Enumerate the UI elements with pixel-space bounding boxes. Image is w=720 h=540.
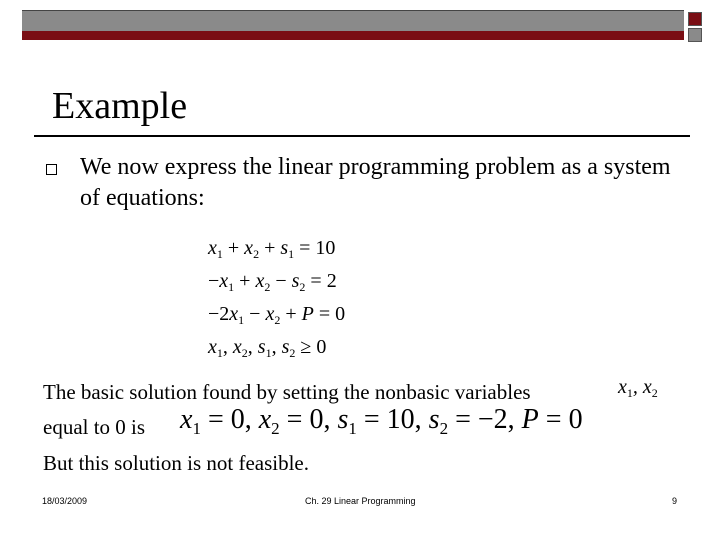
header-band xyxy=(22,10,684,40)
bullet-text: We now express the linear programming problem as a system of equations: xyxy=(80,154,671,211)
corner-square-red xyxy=(688,12,702,26)
text-line-1: The basic solution found by setting the nonbasic variables xyxy=(43,380,531,404)
equation-1: $x_1 + x_2 + s_1 = 10$ xyxy=(208,237,336,261)
corner-square-grey xyxy=(688,28,702,42)
footer-course: Ch. 29 Linear Programming xyxy=(305,496,416,506)
basic-solution: $x_1 = 0$, $x_2 = 0$, $s_1 = 10$, $s_2 = -2$, P = 0 xyxy=(180,404,583,438)
corner-decoration xyxy=(688,12,704,42)
footer-date: 18/03/2009 xyxy=(42,496,88,506)
text-line-3: But this solution is not feasible. xyxy=(43,451,309,475)
footer-page-number: 9 xyxy=(672,496,678,506)
header-band-red xyxy=(22,31,684,40)
slide-title: Example xyxy=(52,85,188,127)
text-line-2: equal to 0 is xyxy=(43,415,146,439)
equation-4: $x_1$, $x_2$, $s_1$, $s_2 \ge 0$ xyxy=(208,336,327,360)
nonbasic-variables: $x_1$, $x_2$ xyxy=(618,376,658,400)
equation-3: $-2x_1 - x_2 + P = 0$ xyxy=(208,303,346,327)
header-band-grey xyxy=(22,10,684,31)
bullet-square-icon xyxy=(46,164,57,175)
title-underline xyxy=(34,135,690,137)
equation-system xyxy=(208,232,345,364)
equation-2: $-x_1 + x_2 - s_2 = 2$ xyxy=(208,270,337,294)
